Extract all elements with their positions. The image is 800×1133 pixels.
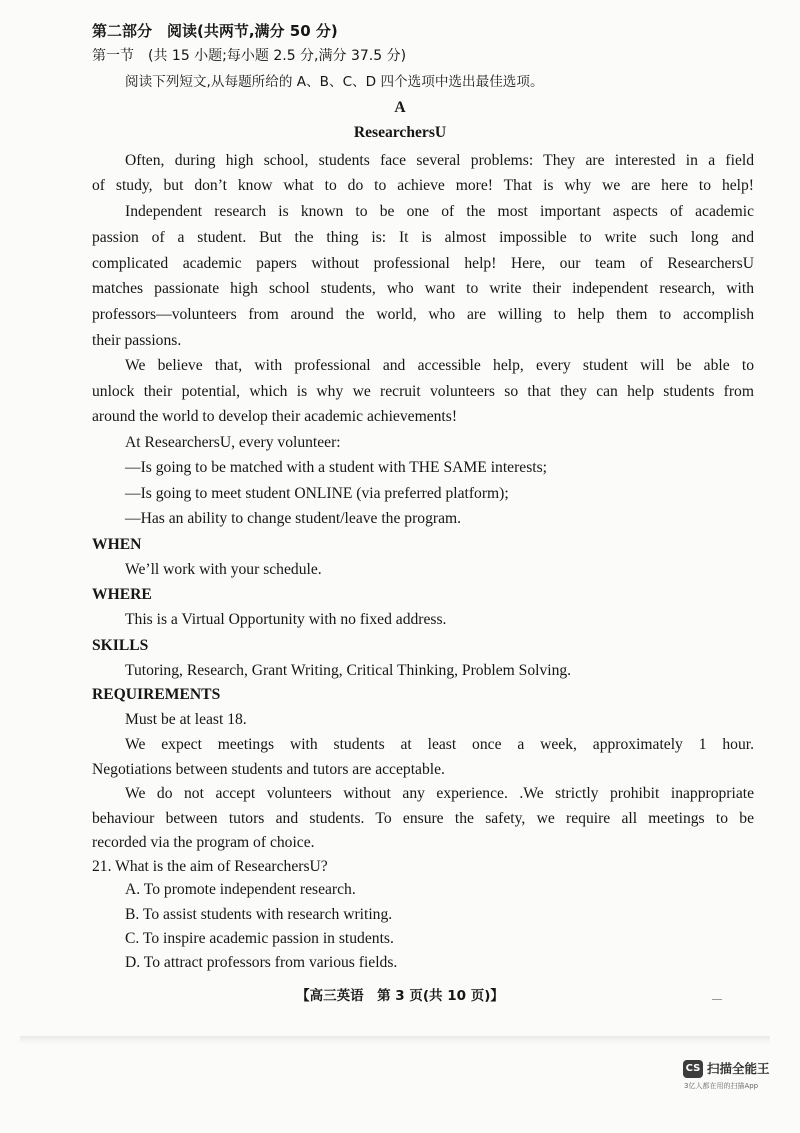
- question-stem: 21. What is the aim of ResearchersU?: [92, 858, 328, 875]
- scanner-watermark: [683, 1058, 793, 1098]
- heading-where: WHERE: [92, 586, 152, 603]
- passage-line: We do not accept volunteers without any experience. .We strictly prohibit inappropriate: [125, 785, 754, 802]
- passage-title: ResearchersU: [353, 124, 447, 141]
- passage-line: Tutoring, Research, Grant Writing, Critical Thinking, Problem Solving.: [125, 662, 572, 679]
- passage-line: matches passionate high school students, who want to write their independent research, with: [92, 280, 754, 297]
- page-footer: 【高三英语 第 3 页(共 10 页)】: [296, 988, 504, 1004]
- passage-line: professors—volunteers from around the world, who are willing to help them to accomplish: [92, 306, 754, 323]
- passage-line: their passions.: [92, 332, 182, 349]
- option-c: C. To inspire academic passion in students.: [125, 930, 394, 947]
- option-b: B. To assist students with research writing.: [125, 906, 393, 923]
- option-a: A. To promote independent research.: [125, 881, 356, 898]
- passage-line: recorded via the program of choice.: [92, 834, 315, 851]
- passage-line: We believe that, with professional and accessible help, every student will be able to: [125, 357, 754, 374]
- watermark-name: 扫描全能王: [707, 1061, 770, 1076]
- passage-line: around the world to develop their academic achievements!: [92, 408, 458, 425]
- passage-letter: A: [394, 99, 406, 116]
- passage-line: Independent research is known to be one of the most important aspects of academic: [125, 203, 754, 220]
- bullet-item: —Is going to meet student ONLINE (via preferred platform);: [125, 485, 509, 502]
- passage-line: Must be at least 18.: [125, 711, 247, 728]
- watermark-tagline: 3亿人都在用的扫描App: [684, 1082, 759, 1090]
- passage-line: We’ll work with your schedule.: [125, 561, 322, 578]
- passage-line: behaviour between tutors and students. To ensure the safety, we require all meetings to be: [92, 810, 754, 827]
- passage-line: Often, during high school, students face several problems: They are interested in a field: [125, 152, 754, 169]
- passage-line: complicated academic papers without professional help! Here, our team of ResearchersU: [92, 255, 754, 272]
- passage-line: Negotiations between students and tutors are acceptable.: [92, 761, 445, 778]
- bullet-item: —Has an ability to change student/leave the program.: [125, 510, 462, 527]
- option-d: D. To attract professors from various fields.: [125, 954, 398, 971]
- part-title: 第二部分 阅读(共两节,满分 50 分): [92, 22, 338, 40]
- passage-line: passion of a student. But the thing is: It is almost impossible to write such long and: [92, 229, 754, 246]
- passage-line: We expect meetings with students at least once a week, approximately 1 hour.: [125, 736, 754, 753]
- passage-line: This is a Virtual Opportunity with no fixed address.: [125, 611, 447, 628]
- heading-skills: SKILLS: [92, 637, 149, 654]
- scan-shadow: [20, 1036, 770, 1044]
- passage-line: unlock their potential, which is why we recruit volunteers so that they can help students from: [92, 383, 754, 400]
- camscanner-logo-icon: CS: [683, 1060, 703, 1078]
- section-subtitle: 第一节 (共 15 小题;每小题 2.5 分,满分 37.5 分): [92, 48, 407, 64]
- scan-mark: [712, 999, 722, 1000]
- passage-line: of study, but don’t know what to do to achieve more! That is why we are here to help!: [92, 177, 754, 194]
- heading-requirements: REQUIREMENTS: [92, 686, 221, 703]
- instruction: 阅读下列短文,从每题所给的 A、B、C、D 四个选项中选出最佳选项。: [125, 74, 544, 90]
- heading-when: WHEN: [92, 536, 142, 553]
- passage-line: At ResearchersU, every volunteer:: [125, 434, 341, 451]
- bullet-item: —Is going to be matched with a student with THE SAME interests;: [125, 459, 547, 476]
